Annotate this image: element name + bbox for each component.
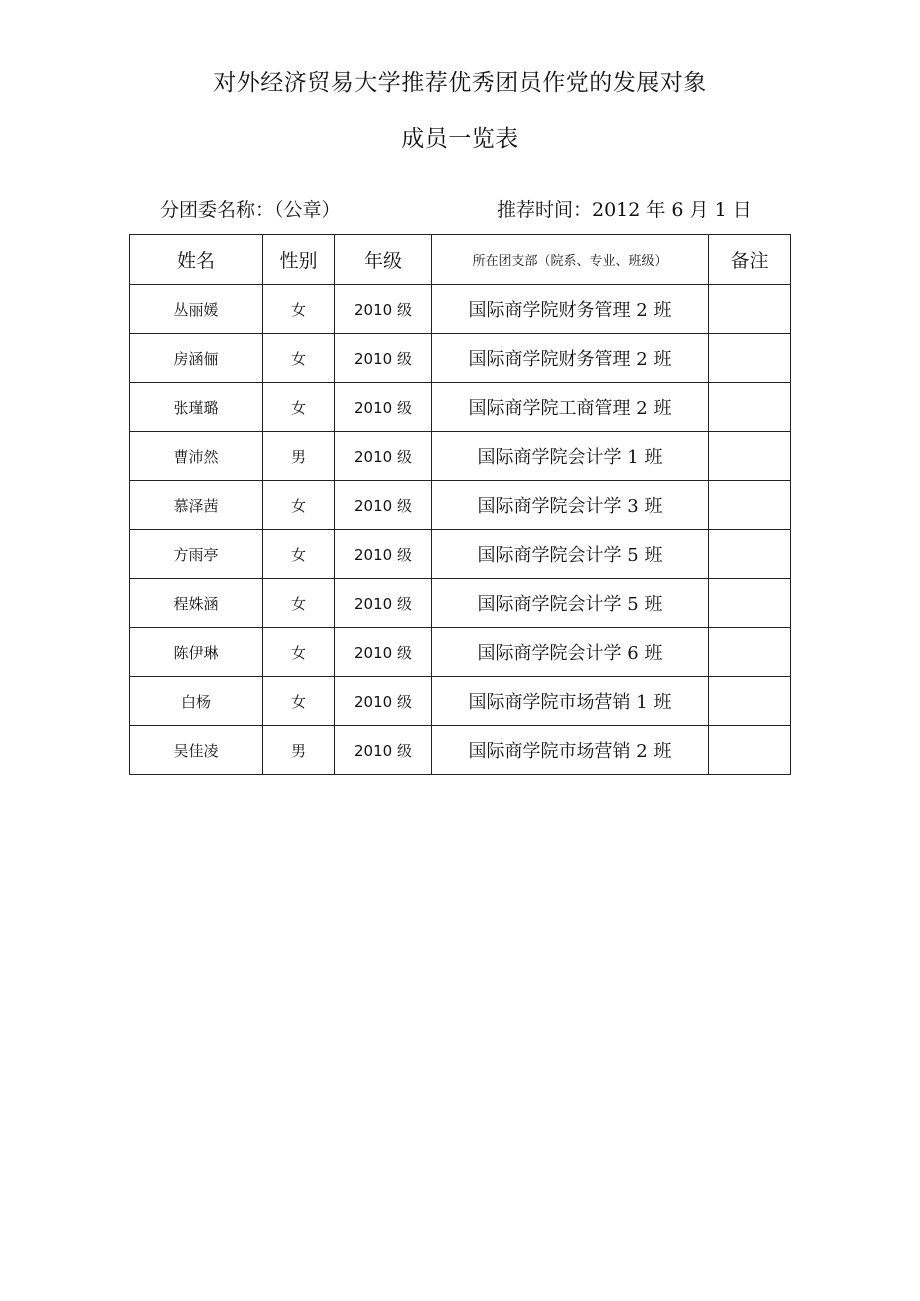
table-row — [130, 677, 791, 726]
cell-grade: 2010 级 — [335, 530, 432, 579]
cell-note — [709, 726, 791, 775]
cell-gender: 女 — [263, 579, 335, 628]
table-row — [130, 432, 791, 481]
recommendation-date-label: 推荐时间：2012 年 6 月 1 日 — [497, 199, 752, 221]
cell-branch: 国际商学院财务管理 2 班 — [432, 334, 709, 383]
committee-name-label: 分团委名称：（公章） — [160, 199, 341, 221]
document-title: 对外经济贸易大学推荐优秀团员作党的发展对象 — [213, 70, 707, 96]
cell-note — [709, 285, 791, 334]
table-row — [130, 530, 791, 579]
cell-branch: 国际商学院财务管理 2 班 — [432, 285, 709, 334]
cell-branch: 国际商学院会计学 5 班 — [432, 579, 709, 628]
table-row — [130, 285, 791, 334]
member-table — [129, 234, 791, 775]
cell-grade: 2010 级 — [335, 334, 432, 383]
cell-gender: 男 — [263, 432, 335, 481]
table-row — [130, 383, 791, 432]
cell-gender: 女 — [263, 481, 335, 530]
cell-grade: 2010 级 — [335, 579, 432, 628]
cell-name: 吴佳凌 — [130, 726, 263, 775]
cell-name: 丛丽媛 — [130, 285, 263, 334]
table-row — [130, 334, 791, 383]
cell-branch: 国际商学院会计学 1 班 — [432, 432, 709, 481]
cell-note — [709, 579, 791, 628]
cell-gender: 女 — [263, 334, 335, 383]
cell-grade: 2010 级 — [335, 383, 432, 432]
header-name: 姓名 — [130, 235, 263, 285]
cell-note — [709, 481, 791, 530]
document-subtitle: 成员一览表 — [401, 126, 519, 152]
cell-grade: 2010 级 — [335, 432, 432, 481]
cell-name: 方雨亭 — [130, 530, 263, 579]
cell-note — [709, 383, 791, 432]
header-gender: 性别 — [263, 235, 335, 285]
cell-gender: 女 — [263, 285, 335, 334]
cell-name: 张瑾璐 — [130, 383, 263, 432]
cell-branch: 国际商学院工商管理 2 班 — [432, 383, 709, 432]
cell-grade: 2010 级 — [335, 726, 432, 775]
cell-gender: 女 — [263, 677, 335, 726]
cell-grade: 2010 级 — [335, 285, 432, 334]
table-header-row — [130, 235, 791, 285]
cell-branch: 国际商学院市场营销 1 班 — [432, 677, 709, 726]
table-row — [130, 579, 791, 628]
cell-note — [709, 628, 791, 677]
header-grade: 年级 — [335, 235, 432, 285]
table-row — [130, 726, 791, 775]
cell-grade: 2010 级 — [335, 628, 432, 677]
cell-name: 慕泽茜 — [130, 481, 263, 530]
cell-name: 房涵俪 — [130, 334, 263, 383]
cell-name: 陈伊琳 — [130, 628, 263, 677]
cell-note — [709, 677, 791, 726]
header-branch: 所在团支部（院系、专业、班级） — [432, 235, 709, 285]
cell-name: 程姝涵 — [130, 579, 263, 628]
cell-gender: 女 — [263, 530, 335, 579]
cell-branch: 国际商学院会计学 3 班 — [432, 481, 709, 530]
cell-gender: 男 — [263, 726, 335, 775]
cell-gender: 女 — [263, 383, 335, 432]
cell-note — [709, 334, 791, 383]
table-row — [130, 628, 791, 677]
header-note: 备注 — [709, 235, 791, 285]
cell-name: 白杨 — [130, 677, 263, 726]
cell-grade: 2010 级 — [335, 677, 432, 726]
cell-branch: 国际商学院会计学 5 班 — [432, 530, 709, 579]
cell-name: 曹沛然 — [130, 432, 263, 481]
cell-note — [709, 530, 791, 579]
cell-branch: 国际商学院会计学 6 班 — [432, 628, 709, 677]
cell-branch: 国际商学院市场营销 2 班 — [432, 726, 709, 775]
cell-note — [709, 432, 791, 481]
cell-grade: 2010 级 — [335, 481, 432, 530]
cell-gender: 女 — [263, 628, 335, 677]
table-row — [130, 481, 791, 530]
